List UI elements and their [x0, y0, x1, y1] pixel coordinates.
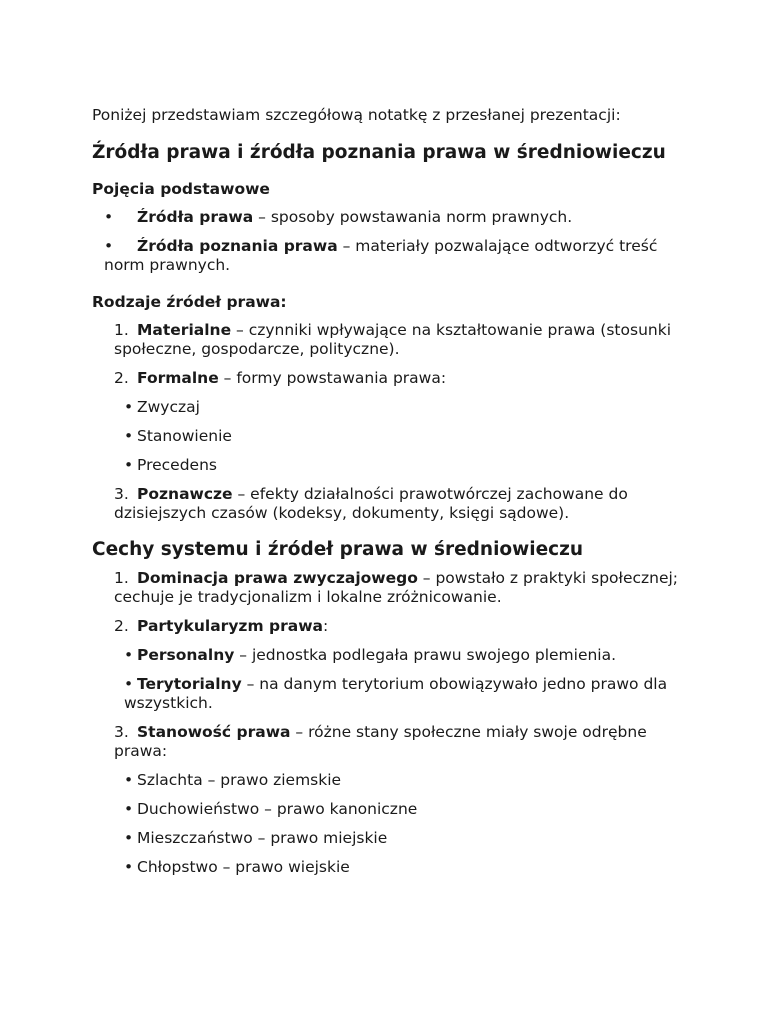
term: Dominacja prawa zwyczajowego	[137, 569, 418, 587]
sub-item-text: Precedens	[137, 456, 217, 474]
numbered-item	[114, 569, 682, 607]
numbered-item	[114, 617, 682, 636]
sub-list-item	[124, 800, 682, 819]
term-description: – na danym terytorium obowiązywało jedno prawo dla wszystkich.	[124, 675, 668, 712]
sub-list-item	[124, 646, 682, 665]
sub-item-text: Szlachta – prawo ziemskie	[137, 771, 342, 789]
list-item	[104, 237, 682, 275]
sub-item-text: Mieszczaństwo – prawo miejskie	[137, 829, 388, 847]
sub-list-item	[124, 829, 682, 848]
sub-list-item	[124, 675, 682, 713]
bullet-icon: •	[124, 456, 134, 474]
term: Źródła prawa	[137, 208, 254, 226]
sub-list-item	[124, 427, 682, 446]
sub-list-item	[124, 858, 682, 877]
bullet-icon: •	[124, 646, 134, 664]
sub-list-item	[124, 398, 682, 417]
term-description: :	[322, 617, 329, 635]
numbered-item	[114, 369, 682, 388]
bullet-icon: •	[104, 237, 114, 255]
bullet-icon: •	[124, 427, 134, 445]
numbered-item	[114, 723, 682, 761]
sub-item-text: Chłopstwo – prawo wiejskie	[137, 858, 350, 876]
term: Źródła poznania prawa	[137, 237, 338, 255]
document-title: Źródła prawa i źródła poznania prawa w średniowieczu	[92, 142, 666, 163]
item-number: 1.	[114, 321, 129, 339]
numbered-item	[114, 321, 682, 359]
bullet-icon: •	[124, 398, 134, 416]
sub-item-text: Stanowienie	[137, 427, 232, 445]
bullet-icon: •	[124, 858, 134, 876]
list-item	[104, 208, 682, 227]
term-description: – powstało z praktyki społecznej; cechuje je tradycjonalizm i lokalne zróżnicowanie.	[114, 569, 679, 606]
heading-system-features: Cechy systemu i źródeł prawa w średniowieczu	[92, 539, 584, 560]
sub-item-text: Zwyczaj	[137, 398, 200, 416]
sub-list-item	[124, 771, 682, 790]
bullet-icon: •	[124, 675, 134, 693]
term-description: – formy powstawania prawa:	[218, 369, 447, 387]
term: Partykularyzm prawa	[137, 617, 323, 635]
term: Poznawcze	[137, 485, 233, 503]
bullet-icon: •	[124, 829, 134, 847]
term: Terytorialny	[137, 675, 242, 693]
term: Materialne	[137, 321, 232, 339]
sub-list-item	[124, 456, 682, 475]
term-description: – czynniki wpływające na kształtowanie prawa (stosunki społeczne, gospodarcze, polityczne).	[114, 321, 671, 358]
intro-text: Poniżej przedstawiam szczegółową notatkę z przesłanej prezentacji:	[92, 106, 621, 124]
bullet-icon: •	[124, 771, 134, 789]
bullet-icon: •	[104, 208, 114, 226]
term-description: – jednostka podlegała prawu swojego plemienia.	[234, 646, 617, 664]
term: Formalne	[137, 369, 219, 387]
bullet-icon: •	[124, 800, 134, 818]
term-description: – sposoby powstawania norm prawnych.	[253, 208, 573, 226]
document-page	[92, 106, 682, 887]
item-number: 2.	[114, 617, 129, 635]
item-number: 2.	[114, 369, 129, 387]
heading-basic-concepts: Pojęcia podstawowe	[92, 180, 270, 198]
term-description: – różne stany społeczne miały swoje odrębne prawa:	[114, 723, 647, 760]
term: Personalny	[137, 646, 235, 664]
numbered-item	[114, 485, 682, 523]
term: Stanowość prawa	[137, 723, 291, 741]
sub-item-text: Duchowieństwo – prawo kanoniczne	[137, 800, 418, 818]
item-number: 3.	[114, 723, 129, 741]
heading-source-types: Rodzaje źródeł prawa:	[92, 293, 287, 311]
term-description: – materiały pozwalające odtworzyć treść norm prawnych.	[104, 237, 658, 274]
item-number: 1.	[114, 569, 129, 587]
term-description: – efekty działalności prawotwórczej zachowane do dzisiejszych czasów (kodeksy, dokumenty, księgi sądowe).	[114, 485, 628, 522]
item-number: 3.	[114, 485, 129, 503]
